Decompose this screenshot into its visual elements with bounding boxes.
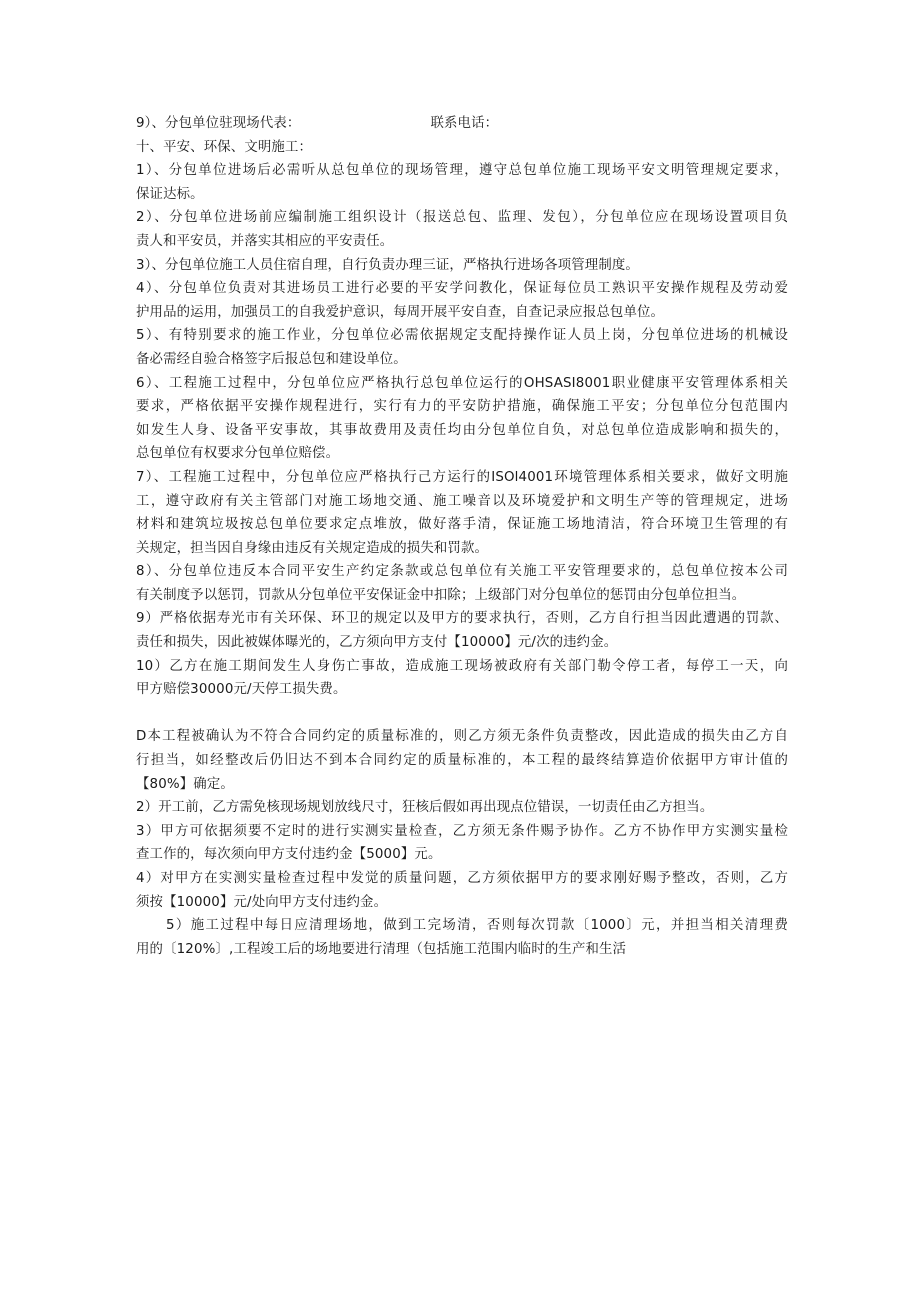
section-ten-item-5-line-2: 备必需经自验合格签字后报总包和建设单位。 [136, 351, 407, 367]
section-ten-item-8-line-2: 有关制度予以惩罚，罚款从分包单位平安保证金中扣除；上级部门对分包单位的惩罚由分包单位担当。 [136, 587, 746, 603]
section-ten-item-1-line-1: 1）、分包单位进场后必需听从总包单位的现场管理，遵守总包单位施工现场平安文明管理规定要求， [136, 163, 788, 179]
contact-phone-label: 联系电话： [430, 116, 499, 131]
quality-item-3-line-2: 查工作的，每次须向甲方支付违约金【5000】元。 [136, 847, 442, 863]
section-ten-item-10-line-2: 甲方赔偿30000元/天停工损失费。 [136, 682, 347, 698]
quality-item-2-line-1: 2）开工前，乙方需免核现场规划放线尺寸，狂核后假如再出现点位错误，一切责任由乙方担当。 [136, 800, 714, 816]
section-ten-item-6-line-2: 要求，严格依据平安操作规程进行，实行有力的平安防护措施，确保施工平安；分包单位分包范围内 [136, 399, 788, 415]
section-ten-item-7-line-2: 工，遵守政府有关主管部门对施工场地交通、施工噪音以及环境爱护和文明生产等的管理规定，进场 [136, 493, 788, 509]
section-ten-item-8-line-1: 8）、分包单位违反本合同平安生产约定条款或总包单位有关施工平安管理要求的，总包单位按本公司 [136, 564, 788, 580]
section-ten-item-3-line-1: 3）、分包单位施工人员住宿自理，自行负责办理三证，严格执行进场各项管理制度。 [136, 257, 639, 273]
quality-item-5-line-1: 5）施工过程中每日应清理场地，做到工完场清，否则每次罚款〔1000〕元，并担当相关清理费 [166, 918, 788, 934]
section-ten-item-2-line-1: 2）、分包单位进场前应编制施工组织设计（报送总包、监理、发包），分包单位应在现场设置项目负 [136, 210, 788, 226]
section-ten-item-9-line-1: 9）严格依据寿光市有关环保、环卫的规定以及甲方的要求执行，否则，乙方自行担当因此遭遇的罚款、 [136, 611, 788, 627]
site-representative-label: 9）、分包单位驻现场代表： [136, 116, 301, 131]
quality-item-4-line-2: 须按【10000】元/处向甲方支付违约金。 [136, 894, 388, 910]
section-ten-item-2-line-2: 责人和平安员，并落实其相应的平安责任。 [136, 233, 394, 249]
section-ten-item-5-line-1: 5）、有特别要求的施工作业，分包单位必需依据规定支配持操作证人员上岗，分包单位进场的机械设 [136, 328, 788, 344]
section-ten-item-10-line-1: 10）乙方在施工期间发生人身伤亡事故，造成施工现场被政府有关部门勒令停工者，每停工一天，向 [136, 658, 788, 674]
section-ten-item-6-line-1: 6）、工程施工过程中，分包单位应严格执行总包单位运行的OHSASI8001职业健康平安管理体系相关 [136, 375, 788, 391]
section-ten-item-7-line-3: 材料和建筑垃圾按总包单位要求定点堆放，做好落手清，保证施工场地清洁，符合环境卫生管理的有 [136, 517, 788, 533]
quality-item-3-line-1: 3）甲方可依据须要不定时的进行实测实量检查，乙方须无条件赐予协作。乙方不协作甲方实测实量检 [136, 823, 788, 839]
quality-item-1-line-1: D本工程被确认为不符合合同约定的质量标准的，则乙方须无条件负责整改，因此造成的损失由乙方自 [136, 729, 788, 745]
quality-item-1-line-2: 行担当，如经整改后仍旧达不到本合同约定的质量标准的，本工程的最终结算造价依据甲方审计值的 [136, 753, 788, 769]
quality-item-5-line-2: 用的〔120%〕,工程竣工后的场地要进行清理（包括施工范围内临时的生产和生活 [136, 941, 627, 957]
section-ten-item-6-line-3: 如发生人身、设备平安事故，其事故费用及责任均由分包单位自负，对总包单位造成影响和损失的， [136, 422, 788, 438]
site-representative-line [136, 112, 788, 136]
section-ten-item-9-line-2: 责任和损失，因此被媒体曝光的，乙方须向甲方支付【10000】元/次的违约金。 [136, 635, 618, 651]
quality-item-4-line-1: 4）对甲方在实测实量检查过程中发觉的质量问题，乙方须依据甲方的要求刚好赐予整改，否则，乙方 [136, 871, 788, 886]
section-ten-item-4-line-1: 4）、分包单位负责对其进场员工进行必要的平安学问教化，保证每位员工熟识平安操作规程及劳动爱 [136, 281, 788, 297]
section-ten-item-4-line-2: 护用品的运用，加强员工的自我爱护意识，每周开展平安自查，自查记录应报总包单位。 [136, 304, 665, 320]
section-ten-item-7-line-4: 关规定，担当因自身缘由违反有关规定造成的损失和罚款。 [136, 540, 489, 556]
quality-item-1-line-3: 【80%】确定。 [136, 776, 234, 792]
section-ten-item-1-line-2: 保证达标。 [136, 186, 204, 202]
document-page [136, 112, 788, 961]
section-ten-item-6-line-4: 总包单位有权要求分包单位赔偿。 [136, 446, 340, 462]
section-ten-heading: 十、平安、环保、文明施工： [136, 139, 313, 155]
paragraph-gap [136, 702, 788, 726]
section-ten-item-7-line-1: 7）、工程施工过程中，分包单位应严格执行己方运行的ISOl4001环境管理体系相关要求，做好文明施 [136, 469, 788, 485]
